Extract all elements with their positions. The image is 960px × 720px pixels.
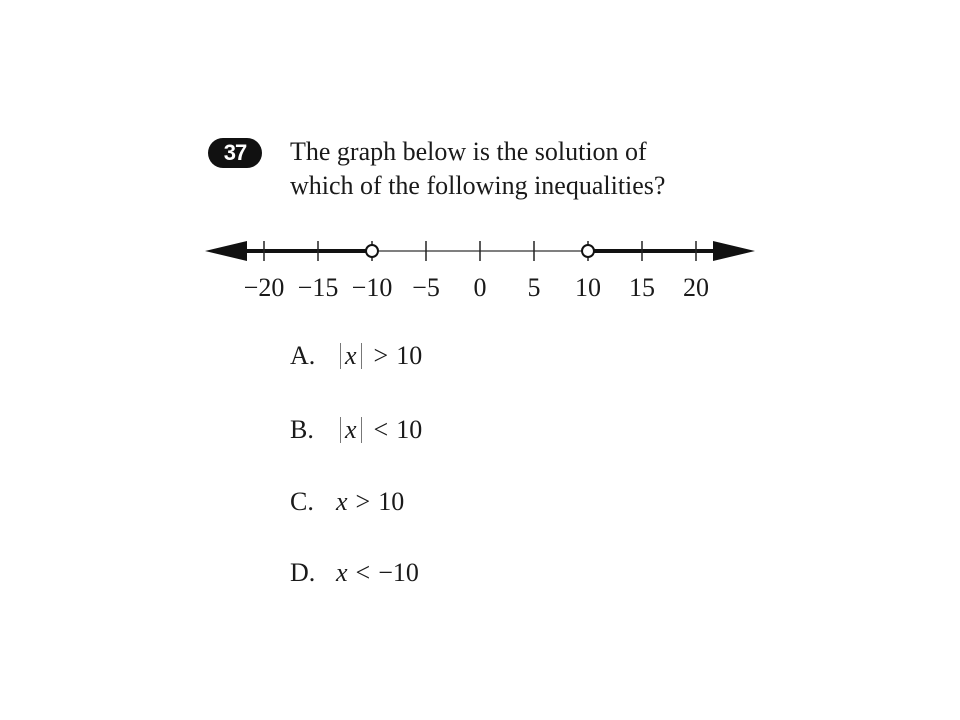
question-text-line-2: which of the following inequalities? <box>290 171 666 200</box>
choice-d-operator: < <box>355 558 371 587</box>
choice-a-value: 10 <box>396 341 423 370</box>
tick-label: −5 <box>412 273 440 302</box>
number-line <box>0 0 960 320</box>
choice-b-operator: < <box>373 415 389 444</box>
choice-c-operator: > <box>355 487 371 516</box>
question-text-line-1: The graph below is the solution of <box>290 137 647 166</box>
choice-a[interactable] <box>290 340 422 372</box>
choice-b-value: 10 <box>396 415 423 444</box>
choice-d-letter: D. <box>290 558 316 587</box>
choice-c-letter: C. <box>290 487 314 516</box>
choice-a-letter: A. <box>290 341 316 370</box>
choice-b[interactable] <box>290 414 422 446</box>
tick-label: −15 <box>297 273 339 302</box>
choice-d-variable: x <box>336 558 348 587</box>
tick-label: −20 <box>243 273 285 302</box>
abs-bar-right <box>361 417 362 443</box>
choice-b-letter: B. <box>290 415 314 444</box>
open-point-marker <box>366 245 378 257</box>
choice-a-variable: x <box>345 341 357 370</box>
tick-label: 5 <box>527 273 541 302</box>
abs-bar-right <box>361 343 362 369</box>
choice-c-variable: x <box>336 487 348 516</box>
tick-label: 20 <box>683 273 709 302</box>
choice-d-value: −10 <box>378 558 419 587</box>
question-number-badge: 37 <box>208 138 262 168</box>
choice-c[interactable] <box>290 486 404 518</box>
tick-label: 15 <box>629 273 655 302</box>
tick-label: 10 <box>575 273 601 302</box>
choice-a-operator: > <box>373 341 389 370</box>
tick-label: −10 <box>351 273 393 302</box>
tick-label: 0 <box>473 273 487 302</box>
abs-bar-left <box>340 343 341 369</box>
right-arrowhead <box>713 241 755 261</box>
choice-c-value: 10 <box>378 487 405 516</box>
left-arrowhead <box>205 241 247 261</box>
abs-bar-left <box>340 417 341 443</box>
choice-d[interactable] <box>290 557 419 589</box>
choice-b-variable: x <box>345 415 357 444</box>
open-point-marker <box>582 245 594 257</box>
